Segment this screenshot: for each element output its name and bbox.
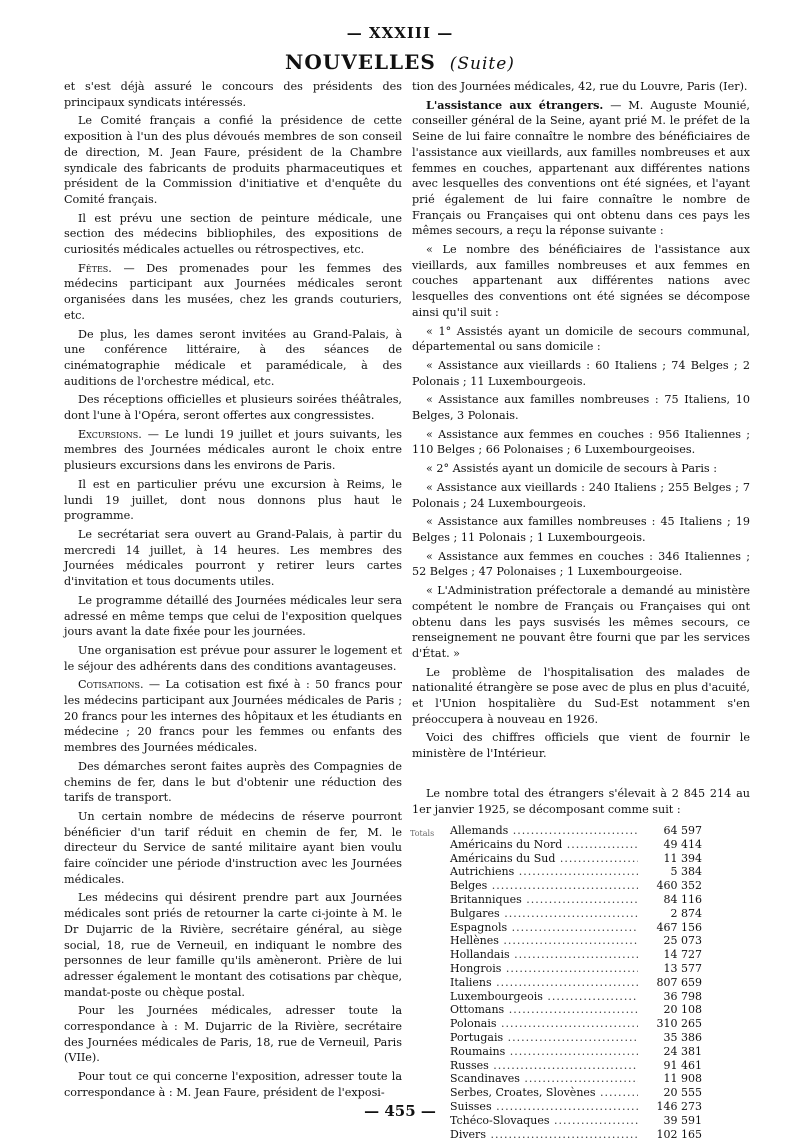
table-row: [410, 1003, 702, 1017]
country-name: Hollandais .....: [410, 948, 638, 962]
paragraph: [412, 98, 750, 239]
table-row: [410, 1086, 702, 1100]
table-body: [410, 824, 702, 1141]
country-name: Belges .....: [410, 879, 638, 893]
country-count: 49 414: [663, 837, 702, 851]
paragraph: Le secrétariat sera ouvert au Grand-Palais, à partir du mercredi 14 juillet, à 14 heures. Les membres des Journées médicales pourront y retirer leurs cartes d'invitation et tous documents utiles.: [64, 527, 402, 589]
country-name: Roumains .....: [410, 1045, 638, 1059]
country-count: 25 073: [663, 934, 702, 948]
table-row: [410, 879, 702, 893]
right-column: [412, 79, 750, 820]
country-count: 5 384: [670, 865, 702, 879]
country-name: Luxembourgeois .....: [410, 990, 638, 1004]
country-count: 91 461: [663, 1058, 702, 1072]
section-title: NOUVELLES: [285, 50, 436, 74]
paragraph-text: — La cotisation est fixé à : 50 francs pour les médecins participant aux Journées médicales de Paris ; 20 francs pour les internes des hôpitaux et les étudiants en médecine ; 20 francs pour les femmes ou enfants des membres des Journées médicales.: [64, 678, 402, 755]
table-row: [410, 1045, 702, 1059]
paragraph: De plus, les dames seront invitées au Grand-Palais, à une conférence littéraire, à des séances de cinématographie médicale et paramédicale, à des auditions de l'orchestre médical, etc.: [64, 327, 402, 388]
table-row: [410, 824, 702, 838]
paragraph: Des réceptions officielles et plusieurs soirées théâtrales, dont l'une à l'Opéra, seront offertes aux congressistes.: [64, 393, 402, 423]
paragraph: « Assistance aux femmes en couches : 346 Italiennes ; 52 Belges ; 47 Polonaises ; 1 Luxembourgeoise.: [412, 549, 750, 579]
paragraph: Il est prévu une section de peinture médicale, une section des médecins bibliophiles, des expositions de curiosités médicales actuelles ou rétrospectives, etc.: [64, 211, 402, 257]
country-name: Divers .....: [410, 1128, 638, 1142]
paragraph-text: — M. Auguste Mounié, conseiller général de la Seine, ayant prié M. le préfet de la Seine de lui faire connaître le nombre des bénéficiaires de l'assistance aux vieillards, aux familles nombreuses et aux femmes en couches, appartenant aux différentes nations avec lesquelles des conventions ont été signées, et l'ayant prié également de lui faire connaître le nombre de Français ou Françaises qui ont obtenu dans ces pays les mêmes secours, a reçu la réponse suivante :: [412, 98, 750, 238]
country-name: Américains du Sud .....: [410, 852, 638, 866]
table-row: [410, 1017, 702, 1031]
paragraph: Le Comité français a confié la présidence de cette exposition à l'un des plus dévoués membres de son conseil de direction, M. Jean Faure, président de la Chambre syndicale des fabricants de produits pharmaceutiques et président de la Commission d'initiative et d'enquête du Comité français.: [64, 114, 402, 206]
table-row: [410, 1072, 702, 1086]
country-name: Tchéco-Slovaques .....: [410, 1114, 638, 1128]
country-count: 310 265: [656, 1017, 702, 1031]
country-count: 102 165: [656, 1127, 702, 1141]
country-count: 11 394: [663, 851, 702, 865]
paragraph: Pour tout ce qui concerne l'exposition, adresser toute la correspondance à : M. Jean Faure, président de l'exposi-: [64, 1070, 402, 1099]
country-count: 64 597: [663, 824, 702, 837]
country-name: Hellènes .....: [410, 934, 638, 948]
country-name: Serbes, Croates, Slovènes .....: [410, 1086, 638, 1100]
paragraph: « Assistance aux vieillards : 240 Italiens ; 255 Belges ; 7 Polonais ; 24 Luxembourgeois.: [412, 480, 750, 510]
paragraph: et s'est déjà assuré le concours des présidents des principaux syndicats intéressés.: [64, 80, 402, 109]
country-count: 24 381: [663, 1044, 702, 1058]
country-name: Autrichiens .....: [410, 865, 638, 879]
table-row: [410, 907, 702, 921]
country-name: Scandinaves .....: [410, 1072, 638, 1086]
paragraph: Voici des chiffres officiels que vient de fournir le ministère de l'Intérieur.: [412, 731, 750, 761]
country-count: 807 659: [656, 975, 702, 989]
country-count: 35 386: [663, 1030, 702, 1044]
country-count: 20 555: [663, 1086, 702, 1100]
country-name: Polonais .....: [410, 1017, 638, 1031]
country-name: Bulgares .....: [410, 907, 638, 921]
paragraph: Des démarches seront faites auprès des Compagnies de chemins de fer, dans le but d'obtenir une réduction des tarifs de transport.: [64, 759, 402, 805]
foreigners-table: [410, 824, 702, 1141]
paragraph: « 1° Assistés ayant un domicile de secours communal, départemental ou sans domicile :: [412, 324, 750, 354]
paragraph: Le nombre total des étrangers s'élevait à 2 845 214 au 1er janvier 1925, se décomposant comme suit :: [412, 786, 750, 816]
table-row: [410, 838, 702, 852]
paragraph: Le programme détaillé des Journées médicales leur sera adressé en même temps que celui de l'exposition quelques jours avant la date fixée pour les journées.: [64, 593, 402, 639]
paragraph: « Assistance aux femmes en couches : 956 Italiennes ; 110 Belges ; 66 Polonaises ; 6 Luxembourgeoises.: [412, 427, 750, 457]
paragraph: « Assistance aux familles nombreuses : 75 Italiens, 10 Belges, 3 Polonais.: [412, 393, 750, 423]
country-count: 84 116: [663, 892, 702, 906]
table-row: [410, 852, 702, 866]
section-suite: (Suite): [449, 54, 515, 74]
country-count: 39 591: [663, 1113, 702, 1127]
paragraph: tion des Journées médicales, 42, rue du Louvre, Paris (Ier).: [412, 80, 748, 93]
paragraph: « Assistance aux vieillards : 60 Italiens ; 74 Belges ; 2 Polonais ; 11 Luxembourgeois.: [412, 358, 750, 388]
paragraph: « 2° Assistés ayant un domicile de secours à Paris :: [426, 462, 717, 476]
table-row: [410, 921, 702, 935]
table-marginal-mark: Totals: [410, 829, 435, 838]
paragraph: Un certain nombre de médecins de réserve pourront bénéficier d'un tarif réduit en chemin de fer, M. le directeur du Service de santé militaire ayant bien voulu faire coïncider une période d'instruction avec les Journées médicales.: [64, 809, 402, 886]
paragraph: [64, 261, 402, 324]
table-row: [410, 893, 702, 907]
table-row: [410, 934, 702, 948]
country-name: Espagnols .....: [410, 921, 638, 935]
paragraph: Une organisation est prévue pour assurer le logement et le séjour des adhérents dans des conditions avantageuses.: [64, 643, 402, 673]
country-name: Américains du Nord .....: [410, 838, 638, 852]
paragraph: Pour les Journées médicales, adresser toute la correspondance à : M. Dujarric de la Rivière, secrétaire des Journées médicales de Paris, 18, rue de Verneuil, Paris (VIIe).: [64, 1004, 402, 1065]
table-row: [410, 1128, 702, 1142]
table-row: [410, 990, 702, 1004]
country-name: Ottomans .....: [410, 1003, 638, 1017]
country-count: 460 352: [656, 879, 702, 893]
country-name: Italiens .....: [410, 976, 638, 990]
paragraph-lead: Cotisations.: [78, 678, 144, 692]
paragraph: « L'Administration préfectorale a demandé au ministère compétent le nombre de Français ou Françaises qui ont obtenu dans les pays susvisés les mêmes secours, ce renseignement ne pouvant être fourni que par les services d'État. »: [412, 584, 750, 660]
country-count: 20 108: [663, 1003, 702, 1017]
page-number: — 455 —: [364, 1102, 436, 1120]
table-row: [410, 962, 702, 976]
table-row: [410, 1031, 702, 1045]
left-column: [64, 79, 402, 1104]
paragraph: [64, 427, 402, 474]
paragraph: [64, 677, 402, 756]
country-name: Britanniques .....: [410, 893, 638, 907]
country-count: 36 798: [663, 989, 702, 1003]
table-row: [410, 948, 702, 962]
paragraph: Le problème de l'hospitalisation des malades de nationalité étrangère se pose avec de plus en plus d'acuité, et l'Union hospitalière du Sud-Est notamment s'en préoccupera à nouveau en 1926.: [412, 665, 750, 726]
country-count: 11 908: [663, 1072, 702, 1086]
country-name: Portugais .....: [410, 1031, 638, 1045]
paragraph-text: — Le lundi 19 juillet et jours suivants, les membres des Journées médicales auront le choix entre plusieurs excursions dans les environs de Paris.: [64, 427, 402, 473]
country-count: 467 156: [656, 920, 702, 934]
country-count: 13 577: [663, 961, 702, 975]
paragraph: « Assistance aux familles nombreuses : 45 Italiens ; 19 Belges ; 11 Polonais ; 1 Luxembourgeois.: [412, 515, 750, 544]
country-name: Hongrois .....: [410, 962, 638, 976]
paragraph: « Le nombre des bénéficiaires de l'assistance aux vieillards, aux familles nombreuses et aux femmes en couches appartenant aux différentes nations avec lesquelles des conventions ont été signées se décompose ainsi qu'il suit :: [412, 243, 750, 319]
country-count: 2 874: [670, 906, 702, 920]
country-count: 14 727: [663, 948, 702, 962]
country-name: Suisses .....: [410, 1100, 638, 1114]
paragraph-lead: Fêtes.: [78, 261, 112, 275]
country-name: Allemands .....: [410, 824, 638, 838]
roman-page-marker: — XXXIII —: [346, 24, 454, 42]
country-name: Russes .....: [410, 1059, 638, 1073]
table-row: [410, 865, 702, 879]
paragraph-lead: Excursions.: [78, 427, 142, 441]
paragraph-text: — Des promenades pour les femmes des médecins participant aux Journées médicales seront organisées dans les musées, chez les grands couturiers, etc.: [64, 261, 402, 322]
table-row: [410, 976, 702, 990]
table-row: [410, 1059, 702, 1073]
paragraph: Les médecins qui désirent prendre part aux Journées médicales sont priés de retourner la carte ci-jointe à M. le Dr Dujarric de la Rivière, secrétaire général, au siège social, 18, rue de Verneuil, en indiquant le nombre des personnes de leur famille qu'ils amèneront. Prière de lui adresser également le montant des cotisations par chèque, mandat-poste ou chèque postal.: [64, 891, 402, 999]
paragraph-lead: L'assistance aux étrangers.: [426, 97, 604, 112]
country-count: 146 273: [656, 1099, 702, 1113]
section-heading: [0, 50, 800, 74]
paragraph: Il est en particulier prévu une excursion à Reims, le lundi 19 juillet, dont nous donnons plus haut le programme.: [64, 477, 402, 523]
